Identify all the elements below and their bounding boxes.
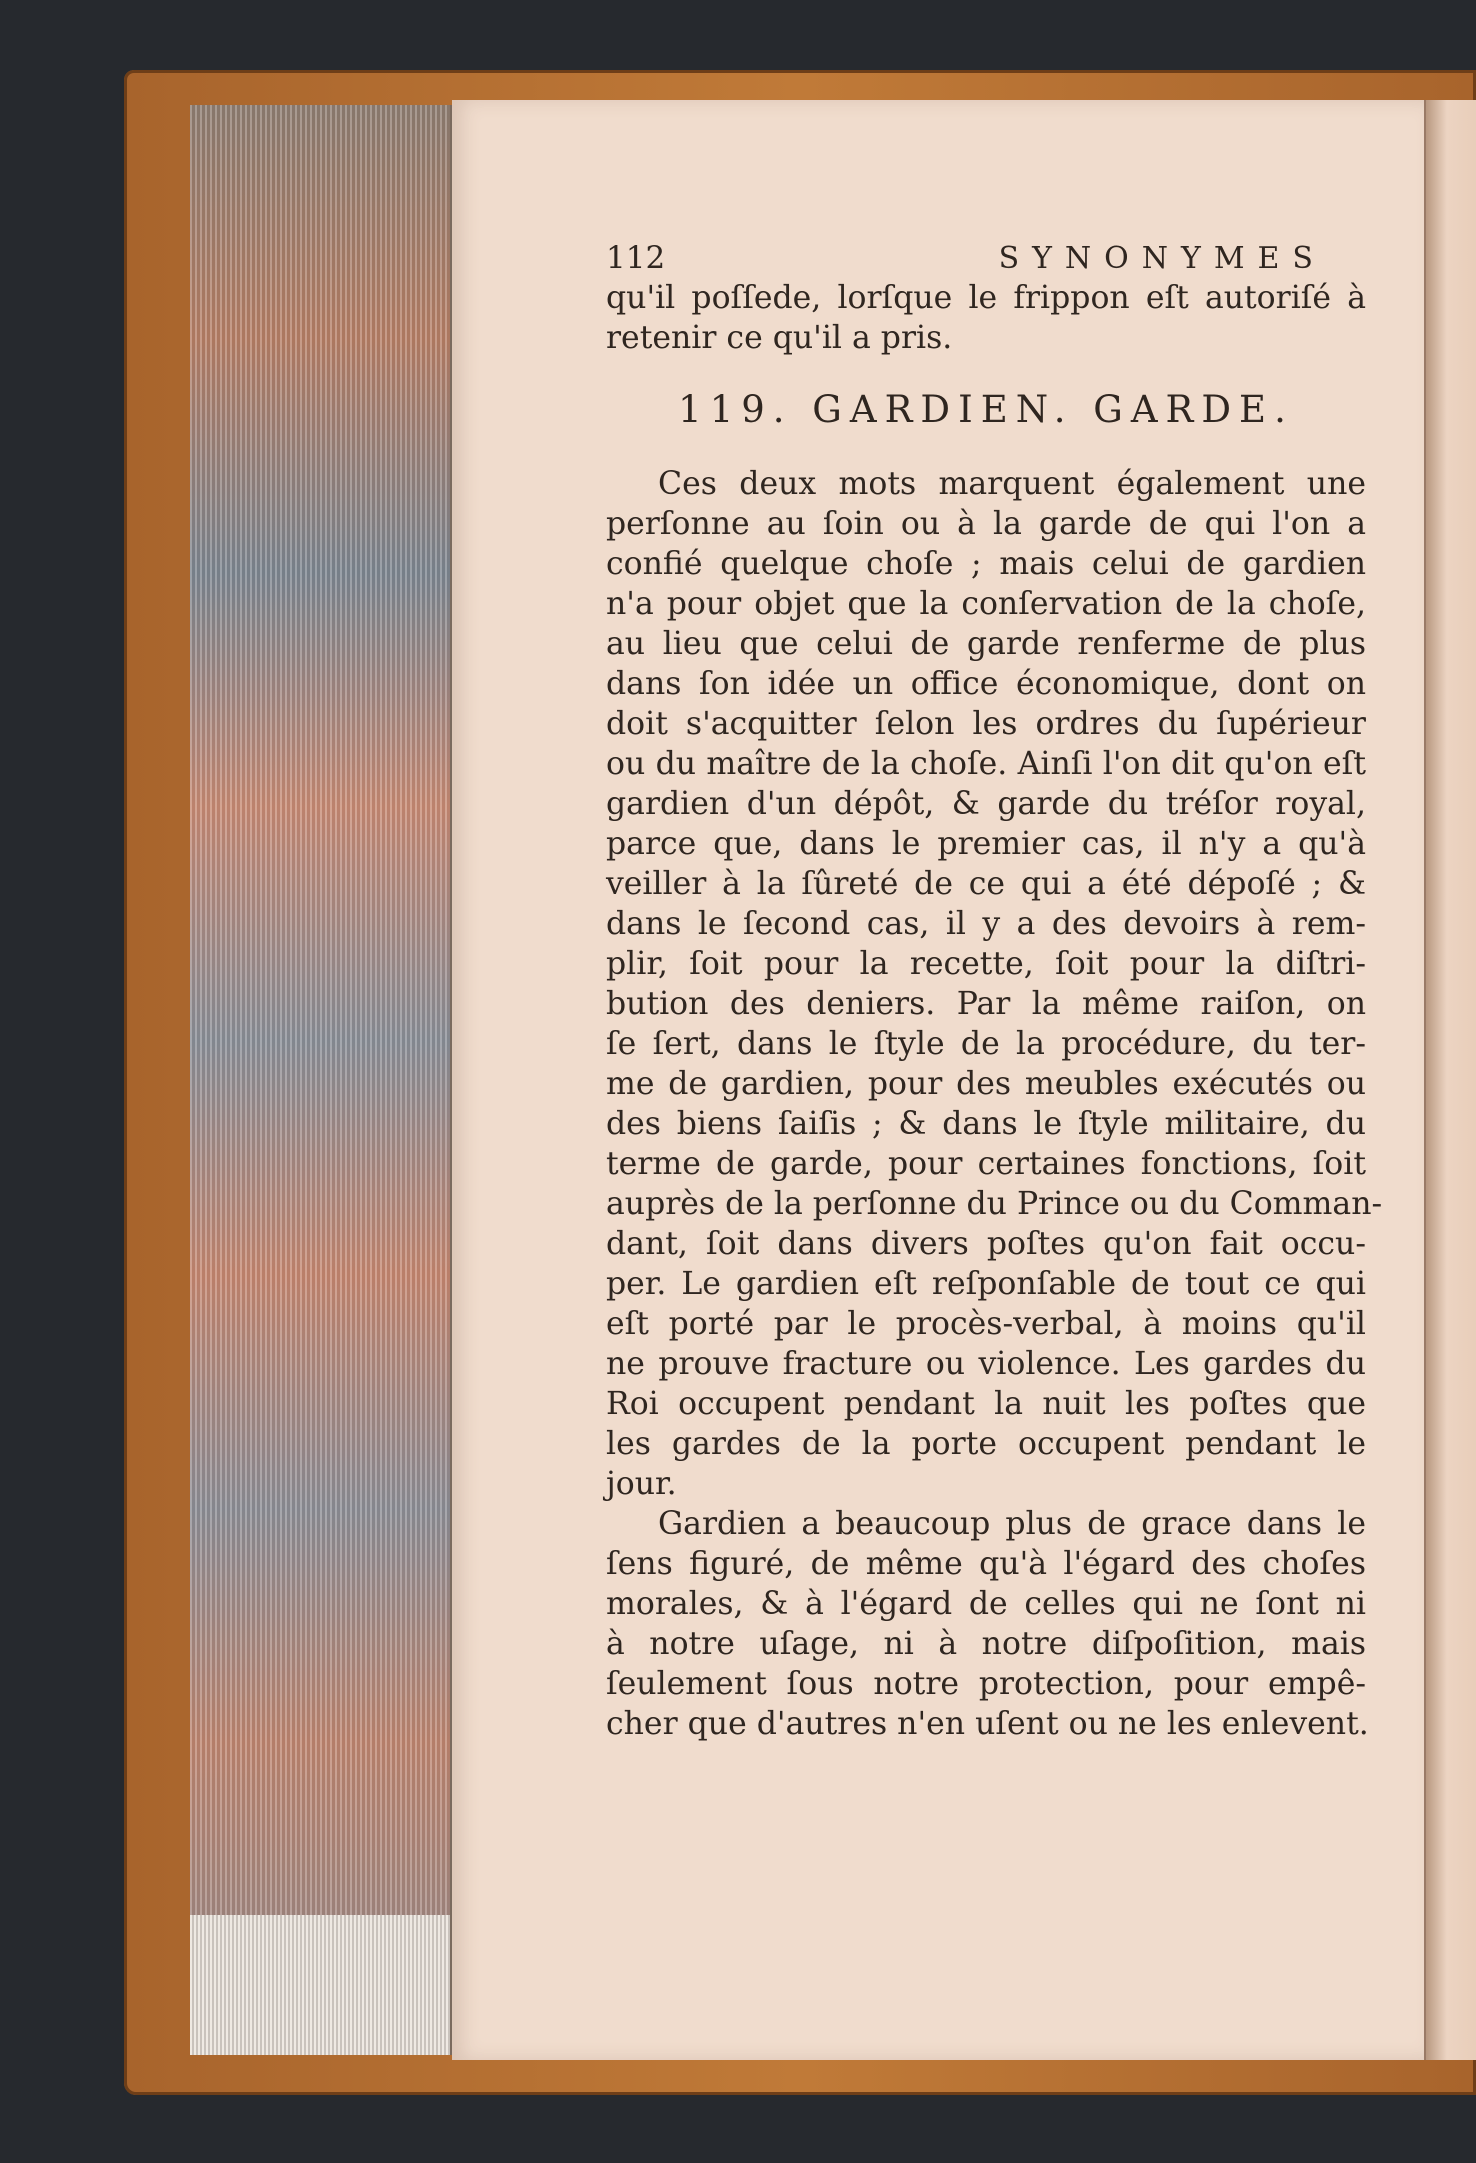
section-heading: 119. GARDIEN. GARDE.: [678, 388, 1294, 431]
text-line: retenir ce qu'il a pris.: [606, 320, 953, 356]
text-line: bution des deniers. Par la même raiſon, on: [606, 986, 1366, 1022]
text-line: morales, & à l'égard de celles qui ne ſont ni: [606, 1586, 1366, 1622]
paragraph-2: [606, 1504, 1369, 1744]
text-line: doit s'acquitter ſelon les ordres du ſupérieur: [606, 706, 1366, 742]
text-line: me de gardien, pour des meubles exécutés ou: [606, 1066, 1366, 1102]
text-line: ſeulement ſous notre protection, pour empê-: [606, 1666, 1366, 1702]
page-text: [606, 240, 1383, 1744]
text-line: au lieu que celui de garde renferme de plus: [606, 626, 1366, 662]
paragraph-1: [606, 464, 1383, 1504]
text-line: per. Le gardien eſt reſponſable de tout ce qui: [606, 1266, 1366, 1302]
text-line: veiller à la ſûreté de ce qui a été dépoſé ; &: [606, 866, 1366, 902]
text-line: ſens figuré, de même qu'à l'égard des choſes: [606, 1546, 1366, 1582]
page-edges-bottom: [190, 1915, 450, 2055]
text-line: qu'il poſſede, lorſque le frippon eſt autoriſé à: [606, 280, 1366, 316]
text-line: confié quelque choſe ; mais celui de gardien: [606, 546, 1366, 582]
text-line: ne prouve fracture ou violence. Les gardes du: [606, 1346, 1366, 1382]
facing-page-edge: [1424, 100, 1476, 2060]
text-line: plir, ſoit pour la recette, ſoit pour la diſtri-: [606, 946, 1366, 982]
page-number: 112: [606, 240, 666, 276]
text-line: terme de garde, pour certaines fonctions, ſoit: [606, 1146, 1366, 1182]
page-edges: [190, 105, 453, 2055]
text-line: cher que d'autres n'en uſent ou ne les enlevent.: [606, 1706, 1369, 1742]
text-line: des biens ſaiſis ; & dans le ſtyle militaire, du: [606, 1106, 1366, 1142]
text-line: les gardes de la porte occupent pendant le: [606, 1426, 1366, 1462]
text-line: dans le ſecond cas, il y a des devoirs à rem-: [606, 906, 1366, 942]
carry-over-text: [606, 278, 1366, 358]
text-line: ou du maître de la choſe. Ainſi l'on dit qu'on eſt: [606, 746, 1366, 782]
text-line: gardien d'un dépôt, & garde du tréſor royal,: [606, 786, 1366, 822]
text-line: auprès de la perſonne du Prince ou du Comman-: [606, 1186, 1383, 1222]
text-line: dans ſon idée un office économique, dont on: [606, 666, 1366, 702]
text-line: Ces deux mots marquent également une: [658, 466, 1366, 502]
text-line: eſt porté par le procès-verbal, à moins qu'il: [606, 1306, 1366, 1342]
text-line: Gardien a beaucoup plus de grace dans le: [658, 1506, 1366, 1542]
text-line: Roi occupent pendant la nuit les poſtes que: [606, 1386, 1366, 1422]
text-line: n'a pour objet que la conſervation de la choſe,: [606, 586, 1366, 622]
text-line: à notre uſage, ni à notre diſpoſition, mais: [606, 1626, 1366, 1662]
running-title: SYNONYMES: [998, 241, 1326, 276]
page-header: [606, 240, 1366, 276]
text-line: parce que, dans le premier cas, il n'y a qu'à: [606, 826, 1366, 862]
text-line: dant, ſoit dans divers poſtes qu'on fait occu-: [606, 1226, 1366, 1262]
text-line: jour.: [606, 1466, 677, 1502]
text-line: ſe ſert, dans le ſtyle de la procédure, du ter-: [606, 1026, 1366, 1062]
text-line: perſonne au ſoin ou à la garde de qui l'on a: [606, 506, 1366, 542]
